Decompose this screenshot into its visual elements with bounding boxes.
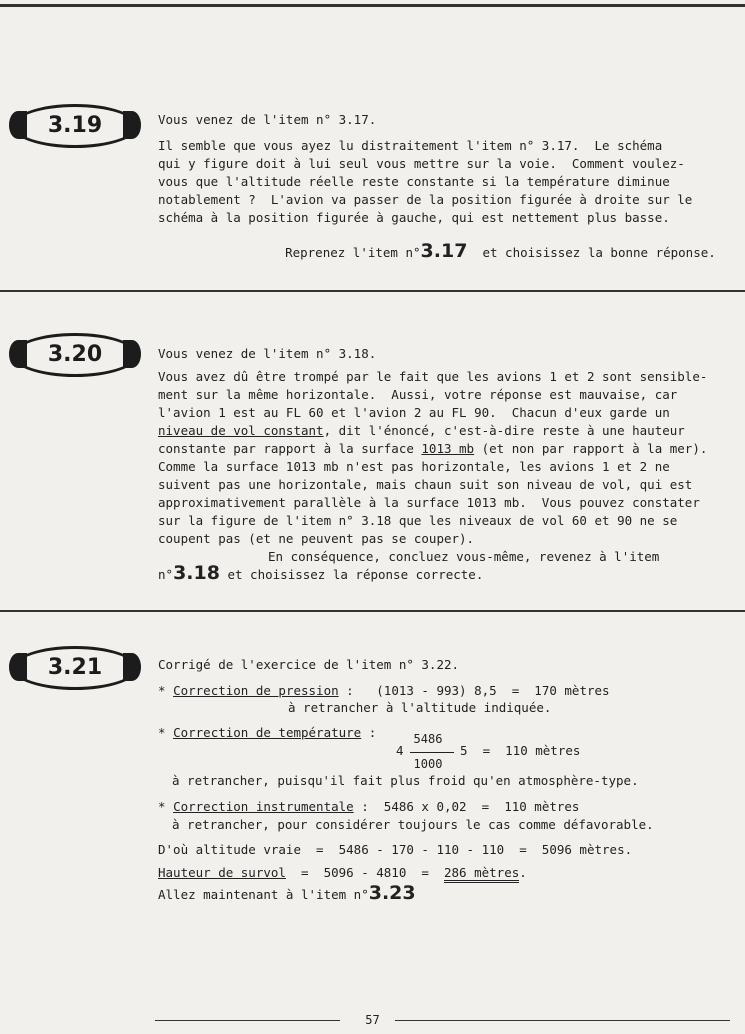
instrumental-label: Correction instrumentale <box>173 799 354 814</box>
underlined-term: 1013 mb <box>421 441 475 456</box>
reprenez-text: Reprenez l'item n° <box>285 245 421 260</box>
item-320-line-5 <box>158 422 685 440</box>
page-number: 57 <box>365 1013 380 1027</box>
survey-height-line <box>158 864 527 882</box>
line-text: constante par rapport à la surface <box>158 441 422 456</box>
item-reference-3-23: 3.23 <box>368 882 416 904</box>
fraction-denominator: 1000 <box>413 757 443 771</box>
survey-height-result: 286 mètres <box>444 865 519 883</box>
period: . <box>519 865 527 880</box>
item-number: 3.19 <box>34 109 116 143</box>
underlined-term: niveau de vol constant <box>158 423 324 438</box>
item-320-line-2: Vous avez dû être trompé par le fait que les avions 1 et 2 sont sensible- <box>158 369 708 384</box>
item-badge-3-20 <box>12 333 138 377</box>
item-320-line-4: l'avion 1 est au FL 60 et l'avion 2 au FL 90. Chacun d'eux garde un <box>158 405 670 420</box>
footer-rule-right <box>395 1020 730 1021</box>
line-text: (et non par rapport à la mer). <box>474 441 708 456</box>
fraction-right-term: 5 = 110 mètres <box>460 743 581 758</box>
item-320-line-9: approximativement parallèle à la surface 1013 mb. Vous pouvez constater <box>158 495 700 510</box>
colon: : <box>361 725 377 740</box>
section-divider-1 <box>0 290 745 292</box>
line-text: , dit l'énoncé, c'est-à-dire reste à une hauteur <box>323 423 685 438</box>
instrumental-correction: * Correction instrumentale : 5486 x 0,02 = 110 mètres <box>158 799 580 814</box>
next-item-text: Allez maintenant à l'item n° <box>158 887 369 902</box>
item-319-line-2: Il semble que vous ayez lu distraitement l'item n° 3.17. Le schéma <box>158 138 663 153</box>
temperature-correction: * Correction de température : <box>158 725 377 740</box>
item-320-line-1: Vous venez de l'item n° 3.18. <box>158 346 377 361</box>
item-320-line-3: ment sur la même horizontale. Aussi, votre réponse est mauvaise, car <box>158 387 678 402</box>
item-320-line-11: coupent pas (et ne peuvent pas se couper). <box>158 531 475 546</box>
item-reference-3-17: 3.17 <box>420 240 468 262</box>
next-item-line <box>158 884 416 904</box>
item-badge-3-19 <box>12 104 138 148</box>
survey-height-label: Hauteur de survol <box>158 865 286 880</box>
line-text: et choisissez la réponse correcte. <box>227 567 484 582</box>
item-319-line-3: qui y figure doit à lui seul vous mettre sur la voie. Comment voulez- <box>158 156 685 171</box>
item-320-line-12: En conséquence, concluez vous-même, revenez à l'item <box>268 549 660 564</box>
temperature-note: à retrancher, puisqu'il fait plus froid qu'en atmosphère-type. <box>172 773 639 788</box>
item-320-line-7: Comme la surface 1013 mb n'est pas horizontale, les avions 1 et 2 ne <box>158 459 670 474</box>
item-reference-3-18: 3.18 <box>173 562 220 584</box>
top-rule <box>0 4 745 7</box>
pressure-note: à retrancher à l'altitude indiquée. <box>288 700 552 715</box>
item-320-line-10: sur la figure de l'item n° 3.18 que les niveaux de vol 60 et 90 ne se <box>158 513 678 528</box>
pressure-correction: * Correction de pression : (1013 - 993) 8,5 = 170 mètres <box>158 683 610 698</box>
item-319-line-7 <box>270 224 716 262</box>
item-319-line-6: schéma à la position figurée à gauche, qui est nettement plus basse. <box>158 210 670 225</box>
instrumental-calc: : 5486 x 0,02 = 110 mètres <box>353 799 580 814</box>
item-number: 3.20 <box>34 338 116 372</box>
line-text: n° <box>158 567 174 582</box>
fraction-left-term: 4 <box>396 743 404 758</box>
pressure-calc: : (1013 - 993) 8,5 = 170 mètres <box>338 683 610 698</box>
pressure-label: Correction de pression <box>173 683 339 698</box>
item-badge-3-21 <box>12 646 138 690</box>
item-number: 3.21 <box>34 651 116 685</box>
instrumental-note: à retrancher, pour considérer toujours le cas comme défavorable. <box>172 817 654 832</box>
choose-text: et choisissez la bonne réponse. <box>482 245 716 260</box>
survey-height-calc: = 5096 - 4810 = <box>285 865 444 880</box>
item-320-line-13 <box>158 564 483 584</box>
item-319-line-5: notablement ? L'avion va passer de la position figurée à droite sur le <box>158 192 693 207</box>
item-320-line-6 <box>158 440 707 458</box>
item-319-line-1: Vous venez de l'item n° 3.17. <box>158 112 377 127</box>
temperature-label: Correction de température <box>173 725 362 740</box>
item-321-line-1: Corrigé de l'exercice de l'item n° 3.22. <box>158 657 460 672</box>
fraction-numerator: 5486 <box>413 732 443 746</box>
section-divider-2 <box>0 610 745 612</box>
fraction-bar <box>410 752 454 753</box>
true-altitude-line: D'où altitude vraie = 5486 - 170 - 110 - 110 = 5096 mètres. <box>158 842 633 857</box>
item-319-line-4: vous que l'altitude réelle reste constante si la température diminue <box>158 174 670 189</box>
item-320-line-8: suivent pas une horizontale, mais chaun suit son niveau de vol, qui est <box>158 477 693 492</box>
